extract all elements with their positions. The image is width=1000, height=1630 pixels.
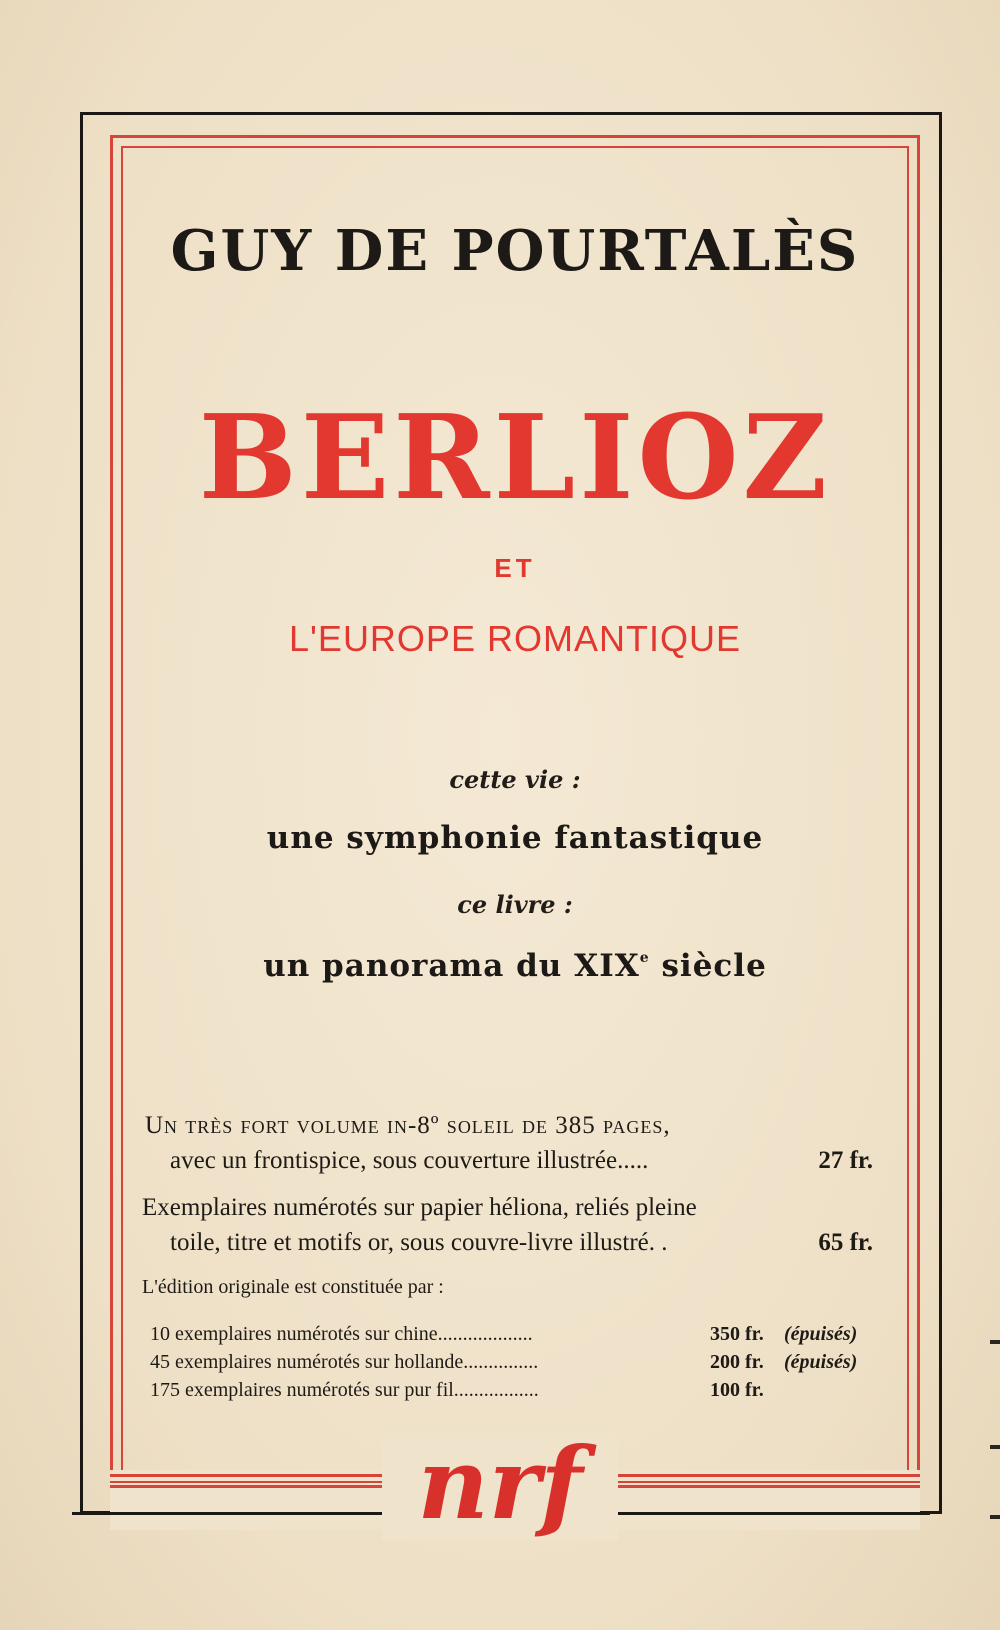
volume-price: 27 fr. xyxy=(818,1147,873,1174)
numbered-copies-line: Exemplaires numérotés sur papier héliona, reliés pleine xyxy=(142,1194,697,1221)
author-name: GUY DE POURTALÈS xyxy=(170,218,860,284)
book-subtitle: L'EUROPE ROMANTIQUE xyxy=(289,618,741,659)
edition-row-note: (épuisés) xyxy=(784,1351,858,1373)
edition-row-price: 200 fr. xyxy=(710,1351,764,1373)
lead-life: cette vie : xyxy=(449,765,581,794)
tagline-panorama-main: un panorama du XIX xyxy=(263,948,640,984)
left-red-rule xyxy=(110,1474,382,1488)
edition-row-text: 10 exemplaires numérotés sur chine................... xyxy=(150,1323,533,1345)
tagline-panorama-end: siècle xyxy=(649,948,767,984)
margin-mark xyxy=(990,1340,1000,1344)
edition-row xyxy=(150,1351,870,1377)
tagline-superscript: e xyxy=(639,950,650,966)
edition-row xyxy=(150,1379,870,1405)
edition-row-text: 45 exemplaires numérotés sur hollande............... xyxy=(150,1351,539,1373)
edition-row-note: (épuisés) xyxy=(784,1323,858,1345)
nrf-publisher-logo: nrf xyxy=(382,1430,618,1540)
right-red-rule xyxy=(618,1474,920,1488)
original-edition-heading: L'édition originale est constituée par : xyxy=(142,1276,444,1298)
numbered-copies-binding: toile, titre et motifs or, sous couvre-livre illustré. . xyxy=(170,1229,668,1256)
margin-mark xyxy=(990,1515,1000,1519)
edition-row-price: 100 fr. xyxy=(710,1379,764,1401)
numbered-copies-price: 65 fr. xyxy=(818,1229,873,1256)
book-title: BERLIOZ xyxy=(198,390,832,526)
left-black-rule xyxy=(72,1512,382,1515)
edition-row-text: 175 exemplaires numérotés sur pur fil................. xyxy=(150,1379,539,1401)
lead-book: ce livre : xyxy=(457,890,573,919)
title-connector: ET xyxy=(494,553,536,583)
margin-mark xyxy=(990,1445,1000,1449)
tagline-symphony: une symphonie fantastique xyxy=(266,820,764,856)
right-black-rule xyxy=(618,1512,930,1515)
tagline-panorama xyxy=(122,948,908,984)
edition-row-price: 350 fr. xyxy=(710,1323,764,1345)
volume-cover-line: avec un frontispice, sous couverture illustrée..... xyxy=(170,1147,649,1174)
volume-description: Un très fort volume in-8º soleil de 385 pages, xyxy=(145,1112,671,1139)
edition-row xyxy=(150,1323,870,1349)
